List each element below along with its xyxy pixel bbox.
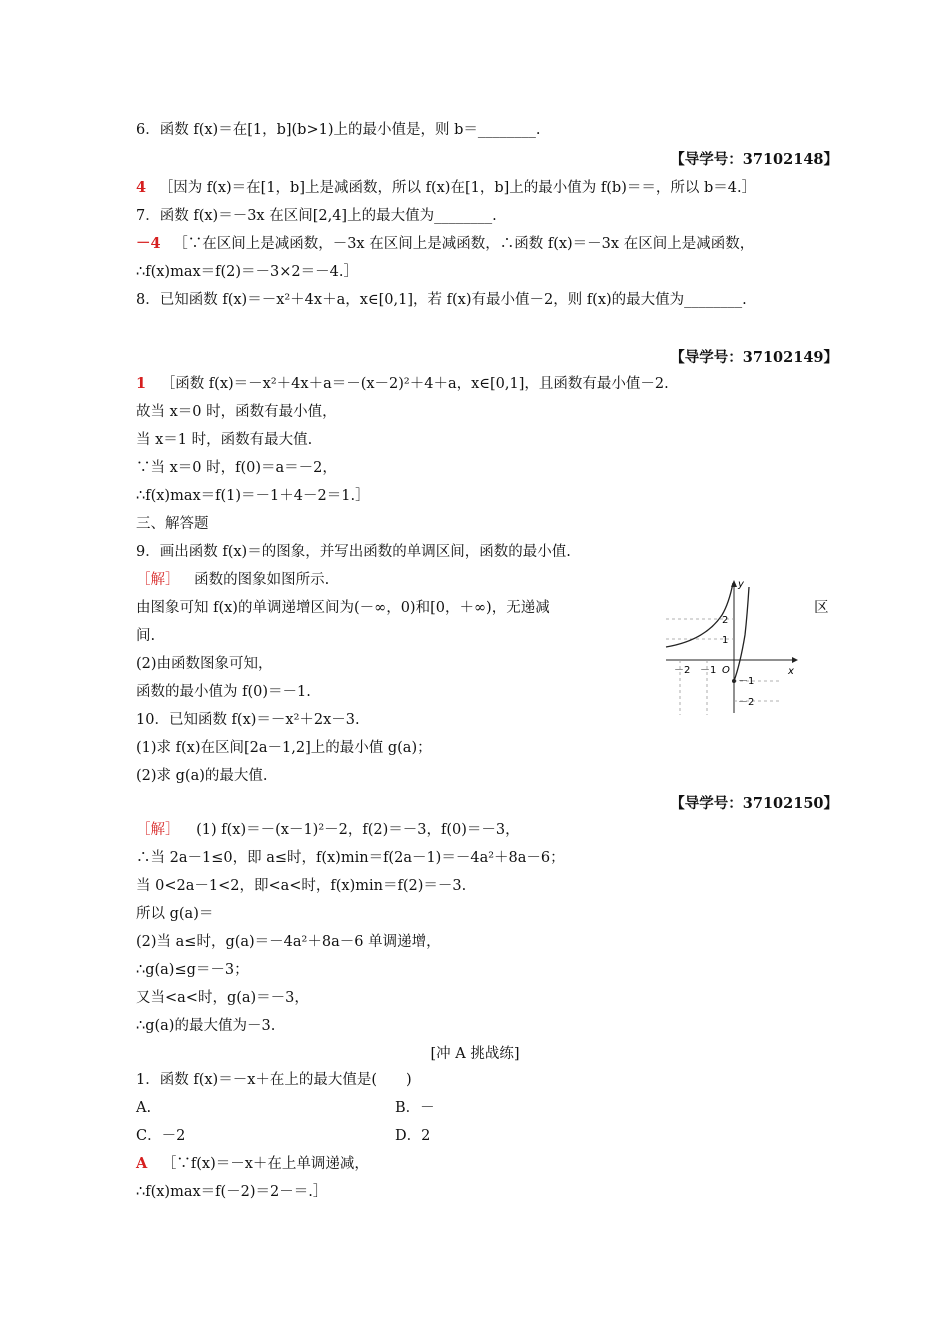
challenge-answer-1	[136, 1154, 369, 1174]
x-axis-arrow	[792, 657, 798, 663]
function-graph	[660, 575, 800, 715]
answer-6-text: ［因为 f(x)＝在[1，b]上是减函数，所以 f(x)在[1，b]上的最小值为 f(b)＝＝，所以 b＝4.］	[158, 180, 757, 196]
guide-number-6: 【导学号：37102148】	[670, 151, 838, 168]
answer-9-line5: 函数的最小值为 f(0)＝－1.	[136, 684, 311, 700]
answer-8-line5: ∴f(x)max＝f(1)＝－1＋4－2＝1.］	[136, 488, 370, 504]
answer-8-line2: 故当 x＝0 时，函数有最小值，	[136, 404, 337, 420]
answer-8-line3: 当 x＝1 时，函数有最大值.	[136, 432, 313, 448]
question-6: 6．函数 f(x)＝在[1，b](b>1)上的最小值是，则 b＝________.	[136, 122, 541, 138]
tick-x-minus2: －2	[674, 665, 691, 676]
choice-b: B．－	[395, 1100, 435, 1116]
question-10: 10．已知函数 f(x)＝－x²＋2x－3.	[136, 712, 360, 728]
answer-10-line8: ∴g(a)的最大值为－3.	[136, 1018, 276, 1034]
challenge-question-1: 1．函数 f(x)＝－x＋在上的最大值是( )	[136, 1072, 412, 1088]
choice-d: D．2	[395, 1128, 431, 1144]
challenge-answer-1-line2: ∴f(x)max＝f(－2)＝2－＝.］	[136, 1184, 328, 1200]
answer-10-line2: ∴当 2a－1≤0，即 a≤时，f(x)min＝f(2a－1)＝－4a²＋8a－6；	[136, 850, 565, 866]
question-10-part1: (1)求 f(x)在区间[2a－1,2]上的最小值 g(a)；	[136, 740, 432, 756]
answer-6-key: 4	[136, 179, 147, 196]
y-axis-label: y	[738, 579, 744, 590]
guide-number-10: 【导学号：37102150】	[670, 795, 838, 812]
answer-10-line1-text: (1) f(x)＝－(x－1)²－2，f(2)＝－3，f(0)＝－3，	[196, 822, 520, 838]
answer-9-tag: ［解］	[136, 572, 180, 588]
curve-right-branch	[734, 587, 749, 681]
answer-10-line3: 当 0<2a－1<2，即<a<时，f(x)min＝f(2)＝－3.	[136, 878, 467, 894]
answer-10-line6: ∴g(a)≤g＝－3；	[136, 962, 249, 978]
question-8: 8．已知函数 f(x)＝－x²＋4x＋a，x∈[0,1]，若 f(x)有最小值－2，则 f(x)的最大值为________.	[136, 292, 747, 308]
answer-9-line2: 由图象可知 f(x)的单调递增区间为(－∞，0)和[0，＋∞)，无递减	[136, 600, 550, 616]
guide-number-8: 【导学号：37102149】	[670, 349, 838, 366]
tick-y-1: 1	[722, 635, 729, 646]
answer-10-line5: (2)当 a≤时，g(a)＝－4a²＋8a－6 单调递增，	[136, 934, 441, 950]
answer-9-line1	[136, 570, 329, 590]
answer-6	[136, 178, 756, 198]
answer-10-tag: ［解］	[136, 822, 180, 838]
answer-7-text: ［∵在区间上是减函数，－3x 在区间上是减函数，∴函数 f(x)＝－3x 在区间上是减函数，	[173, 236, 755, 252]
answer-7-line2: ∴f(x)max＝f(2)＝－3×2＝－4.］	[136, 264, 358, 280]
answer-9-line4: (2)由函数图象可知，	[136, 656, 273, 672]
x-axis-label: x	[788, 666, 794, 677]
challenge-answer-1-text: ［∵f(x)＝－x＋在上单调递减，	[161, 1156, 369, 1172]
question-9: 9．画出函数 f(x)＝的图象，并写出函数的单调区间，函数的最小值.	[136, 544, 571, 560]
question-10-part2: (2)求 g(a)的最大值.	[136, 768, 268, 784]
answer-9-line2-tail: 区	[814, 600, 829, 616]
answer-10-line7: 又当<a<时，g(a)＝－3，	[136, 990, 309, 1006]
question-7: 7．函数 f(x)＝－3x 在区间[2,4]上的最大值为________.	[136, 208, 497, 224]
challenge-answer-1-key: A	[136, 1155, 148, 1172]
section-heading-challenge: [冲 A 挑战练]	[430, 1046, 520, 1062]
answer-10-line1	[136, 820, 520, 840]
tick-y-2: 2	[722, 615, 729, 626]
answer-8-key: 1	[136, 375, 147, 392]
answer-8-text: ［函数 f(x)＝－x²＋4x＋a＝－(x－2)²＋4＋a，x∈[0,1]，且函数有最小值－2.	[160, 376, 669, 392]
section-heading-3: 三、解答题	[136, 516, 209, 532]
tick-y-minus2: －2	[738, 697, 755, 708]
answer-7-key: －4	[136, 235, 161, 252]
tick-x-minus1: －1	[700, 665, 717, 676]
origin-label: O	[722, 665, 730, 676]
answer-10-line4: 所以 g(a)＝	[136, 906, 214, 922]
point-0-minus1	[732, 679, 736, 683]
choice-a: A.	[136, 1100, 152, 1116]
answer-9-line3: 间.	[136, 628, 156, 644]
answer-8	[136, 374, 669, 394]
answer-7	[136, 234, 754, 254]
answer-8-line4: ∵当 x＝0 时，f(0)＝a＝－2，	[136, 460, 337, 476]
tick-y-minus1: －1	[738, 676, 755, 687]
choice-c: C．－2	[136, 1128, 186, 1144]
answer-9-line1-text: 函数的图象如图所示.	[194, 572, 330, 588]
